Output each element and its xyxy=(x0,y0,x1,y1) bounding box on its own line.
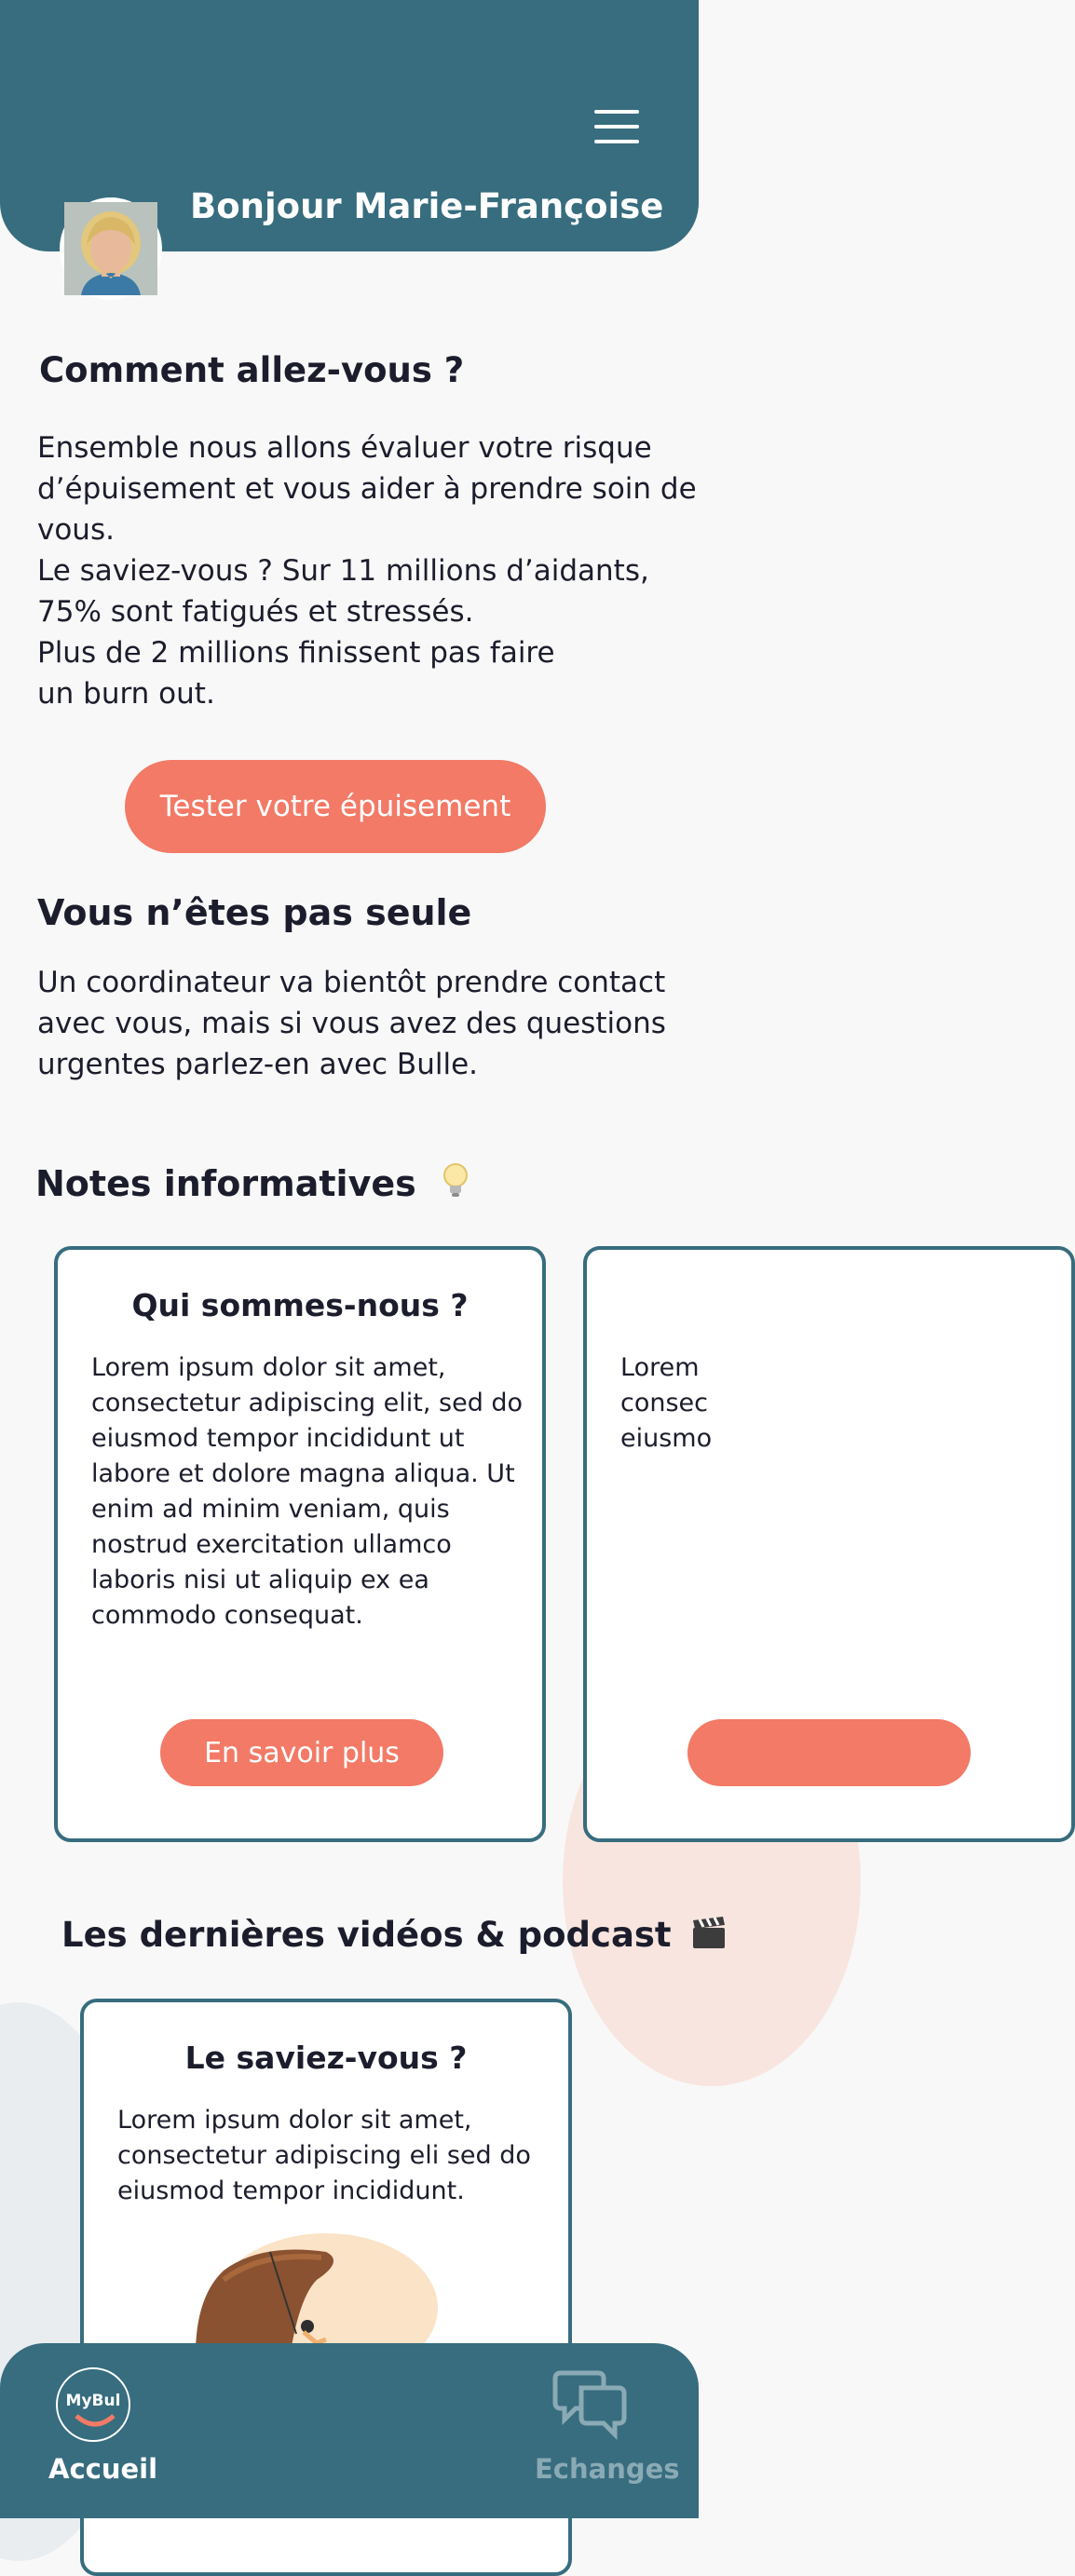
wellbeing-line: 75% sont fatigués et stressés. xyxy=(37,595,474,629)
nav-chat[interactable] xyxy=(522,2364,680,2503)
media-card-line: consectetur adipiscing eli sed do xyxy=(117,2141,531,2170)
wellbeing-line: un burn out. xyxy=(37,677,215,711)
chat-bubbles-icon xyxy=(553,2367,628,2442)
wellbeing-line: Le saviez-vous ? Sur 11 millions d’aidants, xyxy=(37,554,649,588)
clapperboard-icon xyxy=(691,1917,727,1950)
media-card-title: Le saviez-vous ? xyxy=(184,2040,468,2076)
info-card-line: laboris nisi ut aliquip ex ea xyxy=(91,1566,429,1594)
wellbeing-line: Ensemble nous allons évaluer votre risque xyxy=(37,431,652,465)
learn-more-button-next[interactable] xyxy=(687,1719,971,1786)
info-card-line: eiusmod tempor incididunt ut xyxy=(91,1424,465,1453)
lightbulb-icon xyxy=(442,1162,469,1200)
info-card-body xyxy=(91,1350,523,1634)
media-card-line: eiusmod tempor incididunt. xyxy=(117,2176,465,2205)
notes-title-text: Notes informatives xyxy=(35,1163,416,1204)
nav-home-label: Accueil xyxy=(48,2453,158,2485)
info-card-line: commodo consequat. xyxy=(91,1601,363,1630)
greeting-title: Bonjour Marie-Françoise xyxy=(190,186,664,226)
wellbeing-title: Comment allez-vous ? xyxy=(39,350,465,390)
hamburger-menu-icon[interactable] xyxy=(592,108,641,145)
support-paragraph xyxy=(37,962,671,1085)
support-title: Vous n’êtes pas seule xyxy=(37,892,472,933)
bottom-navigation xyxy=(0,2343,699,2518)
nav-home[interactable] xyxy=(37,2364,158,2503)
info-card xyxy=(54,1246,546,1842)
media-card-line: Lorem ipsum dolor sit amet, xyxy=(117,2106,472,2135)
info-card-line: labore et dolore magna aliqua. Ut xyxy=(91,1459,515,1488)
info-card-line: consectetur adipiscing elit, sed do xyxy=(91,1389,524,1417)
support-line: Un coordinateur va bientôt prendre contact xyxy=(37,966,666,999)
info-card-line: Lorem ipsum dolor sit amet, xyxy=(91,1353,446,1382)
wellbeing-line: d’épuisement et vous aider à prendre soin de xyxy=(37,472,697,506)
wellbeing-line: vous. xyxy=(37,513,115,547)
info-card-title: Qui sommes-nous ? xyxy=(131,1287,469,1323)
info-card-line: nostrud exercitation ullamco xyxy=(91,1530,452,1559)
user-avatar[interactable] xyxy=(60,197,162,300)
info-card-line: consec xyxy=(620,1389,708,1417)
home-logo-text: MyBul xyxy=(65,2392,121,2410)
notes-title xyxy=(35,1162,469,1204)
info-card-body xyxy=(620,1350,712,1457)
learn-more-button[interactable]: En savoir plus xyxy=(160,1719,443,1786)
support-line: urgentes parlez-en avec Bulle. xyxy=(37,1048,478,1081)
info-card-next[interactable] xyxy=(583,1246,1075,1842)
wellbeing-line: Plus de 2 millions finissent pas faire xyxy=(37,636,555,670)
info-card-line: eiusmo xyxy=(620,1424,713,1453)
media-title xyxy=(61,1915,727,1955)
test-burnout-button[interactable]: Tester votre épuisement xyxy=(125,760,546,853)
nav-chat-label: Echanges xyxy=(535,2453,680,2485)
info-card-line: Lorem xyxy=(620,1353,700,1382)
media-card-body xyxy=(117,2103,531,2209)
support-line: avec vous, mais si vous avez des questions xyxy=(37,1007,666,1040)
home-logo-icon xyxy=(56,2367,130,2442)
info-card-line: enim ad minim veniam, quis xyxy=(91,1495,450,1524)
media-title-text: Les dernières vidéos & podcast xyxy=(61,1915,672,1955)
wellbeing-paragraph xyxy=(37,427,697,714)
